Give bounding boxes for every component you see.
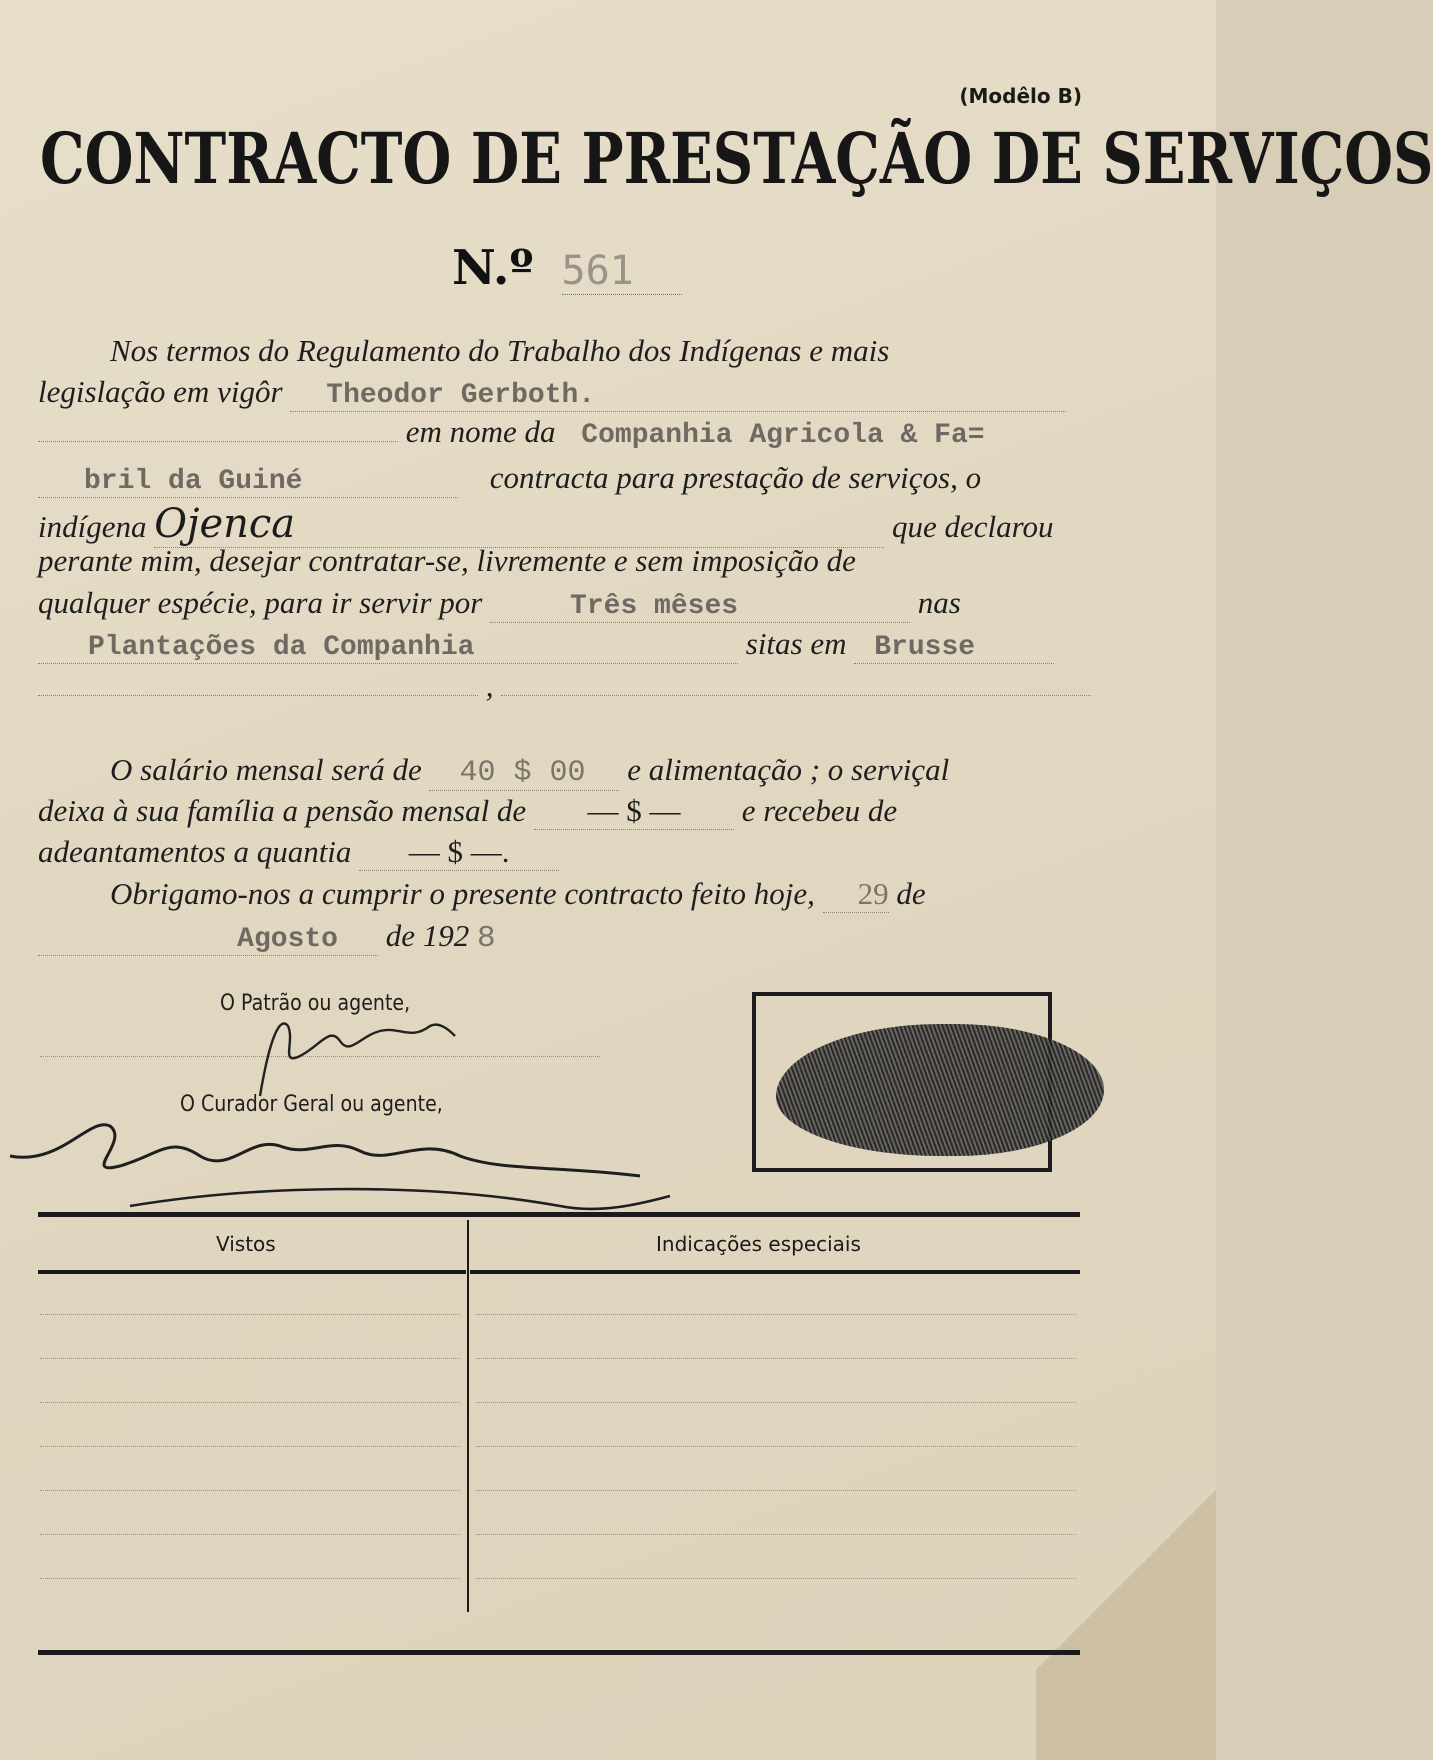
bottom-rule	[38, 1650, 1080, 1655]
salary-amount: 40 $ 00	[429, 756, 619, 791]
body-text: Obrigamo-nos a cumprir o presente contracto feito hoje,	[110, 876, 815, 911]
curator-signature	[0, 1096, 680, 1246]
model-label: (Modêlo B)	[959, 84, 1082, 108]
fingerprint-box	[752, 992, 1052, 1172]
body-text: que declarou	[892, 509, 1054, 544]
body-line-3	[38, 414, 1084, 454]
column-divider	[467, 1220, 469, 1612]
body-line-5	[38, 501, 1084, 547]
advance-line	[38, 834, 1084, 874]
pension-amount: — $ —	[534, 793, 734, 830]
body-text: deixa à sua família a pensão mensal de	[38, 793, 527, 828]
body-line-9	[38, 668, 1084, 708]
folded-corner	[1036, 1400, 1216, 1760]
body-text: e alimentação ; o serviçal	[627, 752, 950, 787]
curator-signature-label: O Curador Geral ou agente,	[180, 1091, 443, 1117]
vistos-header: Vistos	[216, 1232, 276, 1256]
body-text: Nos termos do Regulamento do Trabalho dos Indígenas e mais	[110, 333, 890, 368]
body-text: legislação em vigôr	[38, 374, 283, 409]
body-text: ,	[485, 668, 494, 703]
body-line-2	[38, 374, 1084, 414]
duration-field: Três mêses	[490, 591, 910, 623]
day-field: 29	[823, 876, 889, 913]
employer-signature-label: O Patrão ou agente,	[220, 990, 411, 1016]
workplace-field: Plantações da Companhia	[38, 632, 738, 664]
body-text: e recebeu de	[741, 793, 898, 828]
company-field-cont: bril da Guiné	[38, 466, 458, 498]
month-field: Agosto	[38, 924, 378, 956]
body-line-7	[38, 585, 1084, 625]
body-text: adeantamentos a quantia	[38, 834, 352, 869]
employer-signature	[240, 996, 470, 1106]
body-text: nas	[917, 585, 961, 620]
advance-amount: — $ —.	[359, 834, 559, 871]
body-text: indígena	[38, 509, 147, 544]
body-line-8	[38, 626, 1084, 666]
pension-line	[38, 793, 1084, 833]
worker-name-field: Ojenca	[154, 501, 884, 548]
body-text: sitas em	[745, 626, 847, 661]
fingerprint-icon	[776, 1024, 1104, 1156]
body-text: perante mim, desejar contratar-se, livremente e sem imposição de	[38, 543, 856, 578]
body-text: qualquer espécie, para ir servir por	[38, 585, 483, 620]
header-rule-right	[470, 1270, 1080, 1274]
body-text: de	[896, 876, 926, 911]
date-line	[38, 918, 1084, 958]
document-title: CONTRACTO DE PRESTAÇÃO DE SERVIÇOS	[40, 118, 1433, 201]
contract-number	[452, 240, 682, 300]
employer-agent-field: Theodor Gerboth.	[290, 380, 1066, 412]
body-line-6	[38, 543, 1084, 583]
body-text: em nome da	[405, 414, 556, 449]
body-line-1	[110, 333, 1085, 373]
year-digit: 8	[477, 921, 496, 956]
number-label: N.º	[452, 240, 534, 296]
header-rule-left	[38, 1270, 466, 1274]
number-value: 561	[562, 248, 682, 295]
body-text: O salário mensal será de	[110, 752, 422, 787]
salary-line	[110, 752, 1085, 792]
obligation-line	[110, 876, 1085, 916]
location-field: Brusse	[854, 632, 1054, 664]
special-indications-header: Indicações especiais	[656, 1232, 861, 1256]
top-rule	[38, 1212, 1080, 1217]
body-line-4	[38, 460, 1084, 500]
body-text: contracta para prestação de serviços, o	[489, 460, 982, 495]
company-field: Companhia Agricola & Fa=	[581, 420, 985, 451]
body-text: de 192	[385, 918, 470, 953]
